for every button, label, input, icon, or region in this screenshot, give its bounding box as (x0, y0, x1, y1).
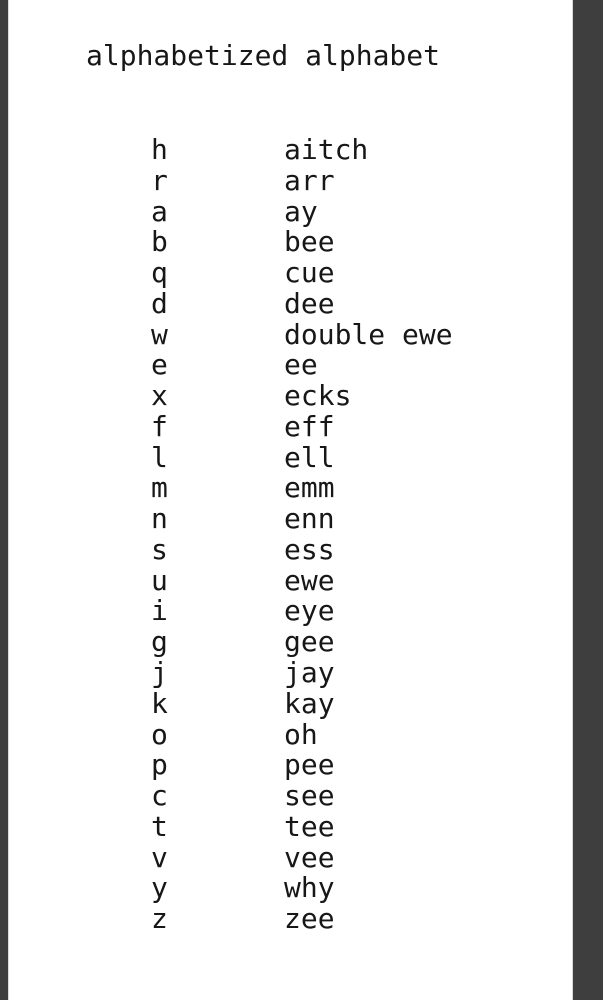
letter-cell: z (151, 902, 168, 936)
letter-name-cell: jay (284, 656, 335, 690)
letter-cell: p (151, 748, 168, 782)
letter-name-cell: pee (284, 748, 335, 782)
letter-cell: h (151, 133, 168, 166)
letter-cell: s (151, 532, 168, 566)
letter-name-cell: ess (284, 532, 335, 566)
letter-cell: g (151, 625, 168, 659)
letter-name-cell: vee (284, 840, 335, 874)
letter-name-cell: eye (284, 594, 335, 628)
letter-cell: f (151, 409, 168, 443)
table-row (151, 627, 453, 658)
table-row (151, 873, 453, 904)
table-row (151, 473, 453, 504)
page-title: alphabetized alphabet (86, 39, 441, 72)
letter-cell: a (151, 194, 168, 228)
table-row (151, 317, 453, 351)
table-row (151, 563, 453, 597)
letter-name-cell: eff (284, 409, 335, 443)
letter-cell: i (151, 594, 168, 628)
letter-name-cell: arr (284, 163, 335, 197)
letter-name-cell: ell (284, 440, 335, 474)
table-row (151, 258, 453, 289)
letter-cell: o (151, 717, 168, 751)
table-row (151, 717, 453, 751)
table-row (151, 350, 453, 381)
table-row (151, 194, 453, 228)
letter-name-cell: oh (284, 717, 318, 751)
letter-cell: d (151, 286, 168, 320)
table-row (151, 163, 453, 197)
letter-cell: c (151, 779, 168, 813)
letter-name-cell: bee (284, 225, 335, 259)
table-row (151, 532, 453, 566)
letter-name-cell: ecks (284, 379, 352, 413)
letter-name-cell: see (284, 779, 335, 813)
letter-name-cell: ewe (284, 563, 335, 597)
table-row (151, 381, 453, 412)
letter-cell: q (151, 256, 168, 290)
letter-cell: b (151, 225, 168, 259)
letter-cell: x (151, 379, 168, 413)
document-page (8, 0, 573, 1000)
letter-name-cell: kay (284, 686, 335, 720)
table-row (151, 286, 453, 320)
letter-name-cell: ay (284, 194, 318, 228)
letter-cell: t (151, 809, 168, 843)
letter-cell: n (151, 502, 168, 536)
letter-cell: w (151, 317, 168, 351)
table-row (151, 809, 453, 843)
letter-cell: r (151, 163, 168, 197)
letter-cell: u (151, 563, 168, 597)
alphabet-list (151, 135, 453, 935)
letter-name-cell: double ewe (284, 317, 453, 351)
table-row (151, 658, 453, 689)
letter-cell: y (151, 871, 168, 905)
letter-cell: k (151, 686, 168, 720)
table-row (151, 596, 453, 627)
letter-name-cell: tee (284, 809, 335, 843)
table-row (151, 504, 453, 535)
letter-cell: e (151, 348, 168, 382)
table-row (151, 904, 453, 935)
letter-cell: j (151, 656, 168, 690)
letter-name-cell: ee (284, 348, 318, 382)
letter-name-cell: cue (284, 256, 335, 290)
letter-name-cell: gee (284, 625, 335, 659)
letter-cell: m (151, 471, 168, 505)
table-row (151, 409, 453, 443)
table-row (151, 440, 453, 474)
letter-name-cell: why (284, 871, 335, 905)
table-row (151, 686, 453, 720)
table-row (151, 781, 453, 812)
letter-cell: v (151, 840, 168, 874)
letter-name-cell: dee (284, 286, 335, 320)
table-row (151, 227, 453, 258)
letter-name-cell: zee (284, 902, 335, 936)
letter-name-cell: aitch (284, 133, 369, 166)
letter-cell: l (151, 440, 168, 474)
table-row (151, 135, 453, 166)
table-row (151, 840, 453, 874)
table-row (151, 750, 453, 781)
letter-name-cell: enn (284, 502, 335, 536)
letter-name-cell: emm (284, 471, 335, 505)
